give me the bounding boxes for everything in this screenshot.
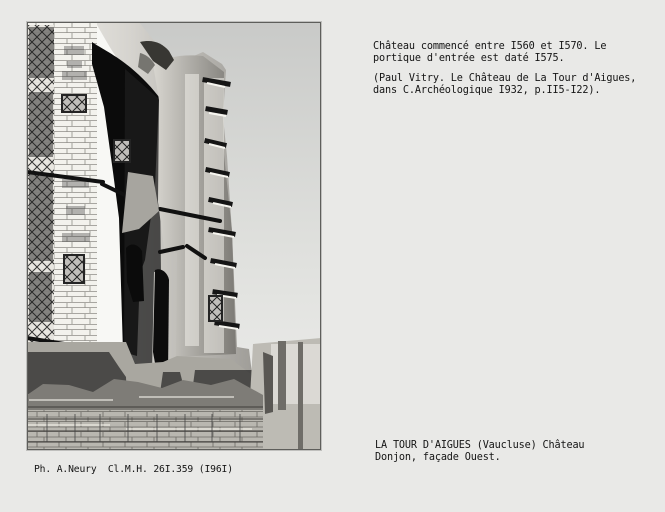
masonry-base bbox=[27, 379, 263, 450]
photo-credit: Ph. A.Neury Cl.M.H. 26I.359 (I96I) bbox=[34, 464, 233, 475]
castle-photo-image bbox=[27, 22, 321, 450]
bibliography-note-line-2: dans C.Archéologique I932, p.II5-I22). bbox=[373, 85, 601, 96]
construction-note-line-1: Château commencé entre I560 et I570. Le bbox=[373, 41, 607, 52]
construction-note bbox=[373, 41, 606, 65]
construction-note-line-2: portique d'entrée est daté I575. bbox=[373, 53, 565, 64]
bibliography-note bbox=[373, 73, 636, 97]
photo-caption-line-1: LA TOUR D'AIGUES (Vaucluse) Château bbox=[375, 440, 585, 451]
photo-caption-line-2: Donjon, façade Ouest. bbox=[375, 452, 501, 463]
mounted-photograph bbox=[27, 22, 321, 450]
photo-caption bbox=[375, 440, 584, 464]
bibliography-note-line-1: (Paul Vitry. Le Château de La Tour d'Aigues, bbox=[373, 73, 637, 84]
tower-ruin bbox=[27, 22, 259, 400]
